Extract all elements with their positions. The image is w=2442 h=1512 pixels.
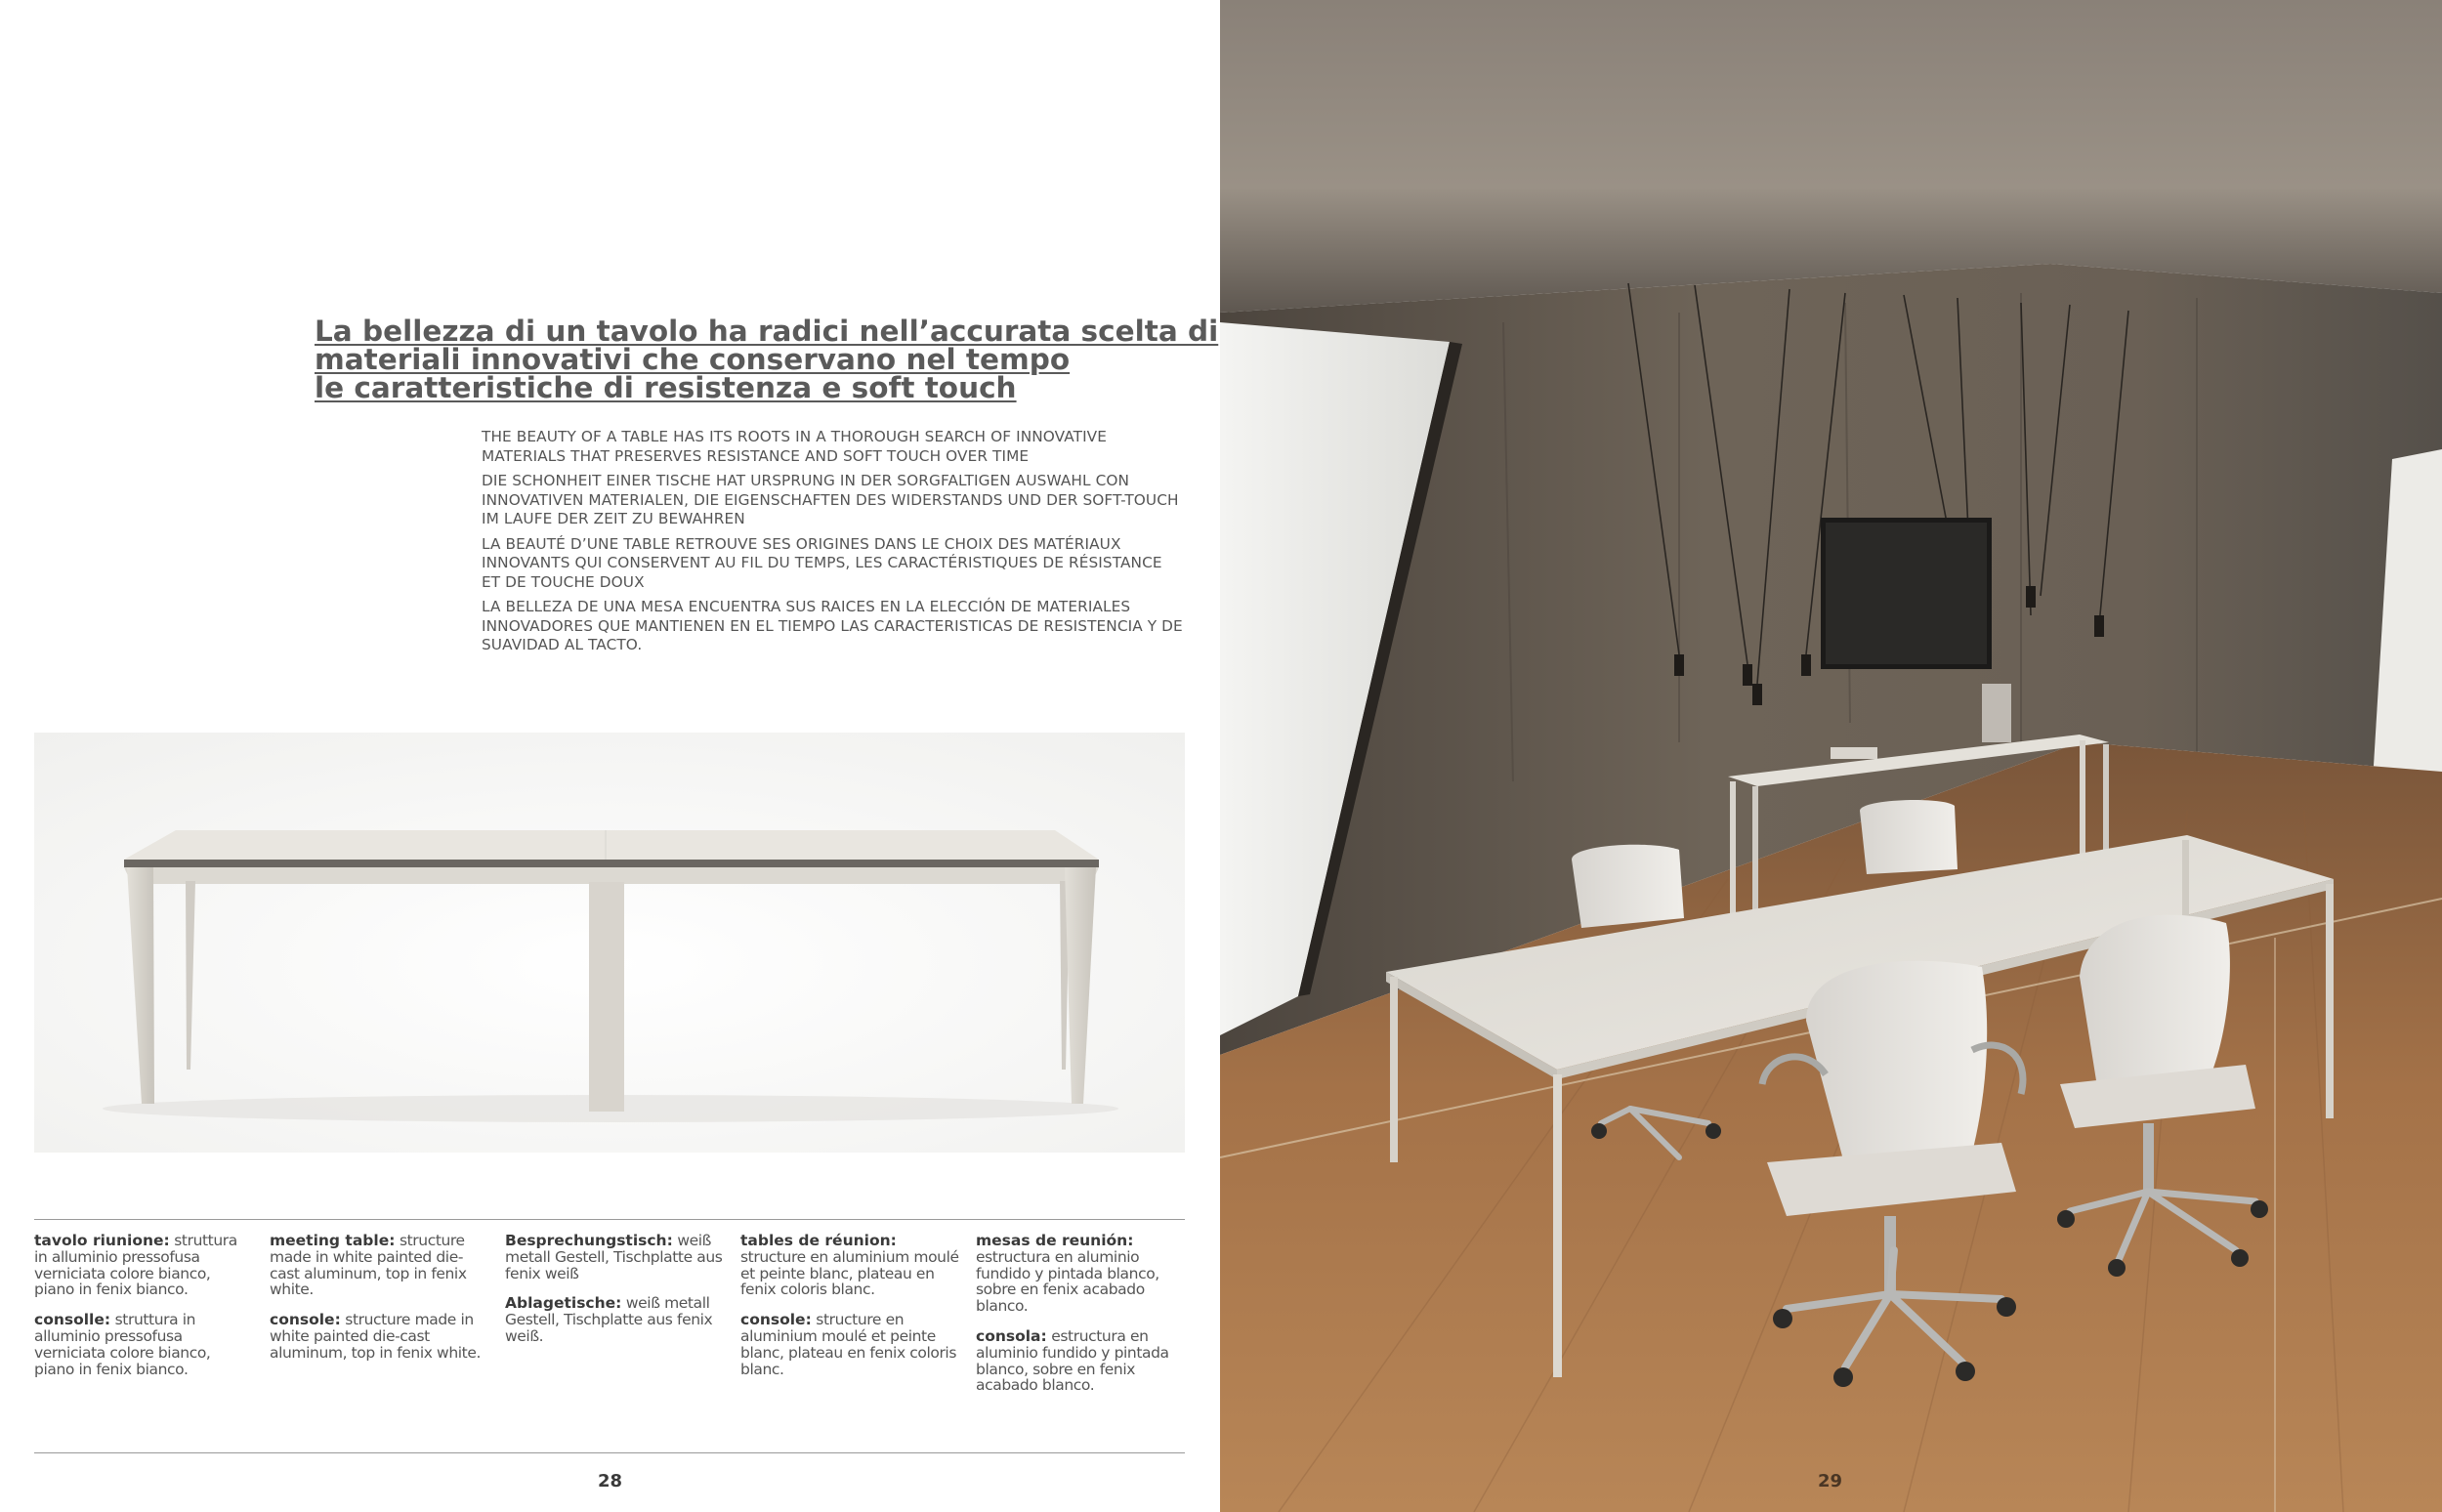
- spec-entry: [740, 1233, 960, 1298]
- right-page: [1220, 0, 2442, 1512]
- translation-french: LA BEAUTÉ D’UNE TABLE RETROUVE SES ORIGINES DANS LE CHOIX DES MATÉRIAUX INNOVANTS QUI CONSERVENT AU FIL DU TEMPS, LES CARACTÉRISTIQUES DE RÉSISTANCE ET DE TOUCHE DOUX: [482, 534, 1162, 591]
- spec-entry: [270, 1312, 489, 1361]
- translation-german: DIE SCHONHEIT EINER TISCHE HAT URSPRUNG IN DER SORGFALTIGEN AUSWAHL CON INNOVATIVEN MATERIALEN, DIE EIGENSCHAFTEN DES WIDERSTANDS UND DER SOFT-TOUCH IM LAUFE DER ZEIT ZU BEWAHREN: [482, 472, 1179, 527]
- heading-line-2: materiali innovativi che conservano nel tempo: [315, 343, 1071, 376]
- heading-line-1: La bellezza di un tavolo ha radici nell’accurata scelta di: [315, 315, 1219, 348]
- spec-column-german: [505, 1233, 725, 1359]
- spec-entry: [34, 1233, 254, 1298]
- spec-entry: [270, 1233, 489, 1298]
- spec-top-divider: [34, 1219, 1185, 1220]
- spec-title: Ablagetische:: [505, 1294, 622, 1313]
- spec-text: weiß metall Gestell, Tischplatte aus fenix weiß: [505, 1232, 723, 1282]
- spec-title: tables de réunion:: [740, 1232, 897, 1249]
- spec-entry: [505, 1233, 725, 1281]
- spec-text: struttura in alluminio pressofusa verniciata colore bianco, piano in fenix bianco.: [34, 1232, 237, 1299]
- spec-title: mesas de reunión:: [976, 1232, 1134, 1249]
- heading-line-3: le caratteristiche di resistenza e soft touch: [315, 371, 1017, 404]
- spec-title: Besprechungstisch:: [505, 1232, 673, 1249]
- spec-column-french: [740, 1233, 960, 1391]
- translation-english: THE BEAUTY OF A TABLE HAS ITS ROOTS IN A THOROUGH SEARCH OF INNOVATIVE MATERIALS THAT PRESERVES RESISTANCE AND SOFT TOUCH OVER TIME: [482, 428, 1108, 465]
- spec-entry: [976, 1233, 1196, 1315]
- spec-column-english: [270, 1233, 489, 1375]
- spec-text: estructura en aluminio fundido y pintada blanco, sobre en fenix acabado blanco.: [976, 1247, 1159, 1316]
- spec-title: console:: [270, 1311, 341, 1329]
- spec-entry: [740, 1312, 960, 1377]
- spec-entry: [976, 1328, 1196, 1394]
- spec-title: tavolo riunione:: [34, 1232, 170, 1249]
- page-number-right: 29: [1818, 1471, 1843, 1491]
- spec-title: console:: [740, 1311, 812, 1329]
- page-heading: [315, 315, 1219, 404]
- spec-title: meeting table:: [270, 1232, 396, 1249]
- spec-entry: [34, 1312, 254, 1377]
- table-product-photo: [34, 733, 1185, 1153]
- spec-column-spanish: [976, 1233, 1196, 1407]
- spec-text: structure en aluminium moulé et peinte blanc, plateau en fenix coloris blanc.: [740, 1311, 957, 1378]
- spec-text: structure made in white painted die-cast aluminum, top in fenix white.: [270, 1232, 467, 1299]
- spec-title: consola:: [976, 1326, 1047, 1345]
- page-number-left: 28: [598, 1471, 623, 1491]
- translations-block: [482, 428, 1185, 661]
- spec-text: struttura in alluminio pressofusa verniciata colore bianco, piano in fenix bianco.: [34, 1311, 211, 1378]
- left-page: [0, 0, 1220, 1512]
- translation-spanish: LA BELLEZA DE UNA MESA ENCUENTRA SUS RAICES EN LA ELECCIÓN DE MATERIALES INNOVADORES QUE MANTIENEN EN EL TIEMPO LAS CARACTERISTICAS DE RESISTENCIA Y DE SUAVIDAD AL TACTO.: [482, 598, 1183, 653]
- spec-entry: [505, 1295, 725, 1344]
- spec-column-italian: [34, 1233, 254, 1391]
- spec-title: consolle:: [34, 1311, 111, 1329]
- spec-text: structure en aluminium moulé et peinte blanc, plateau en fenix coloris blanc.: [740, 1247, 959, 1299]
- footer-divider: [34, 1452, 1185, 1453]
- meeting-room-photo: [1220, 0, 2442, 1512]
- spec-text: estructura en aluminio fundido y pintada blanco, sobre en fenix acabado blanco.: [976, 1326, 1169, 1395]
- spec-text: weiß metall Gestell, Tischplatte aus fenix weiß.: [505, 1294, 713, 1345]
- spec-text: structure made in white painted die-cast aluminum, top in fenix white.: [270, 1311, 481, 1362]
